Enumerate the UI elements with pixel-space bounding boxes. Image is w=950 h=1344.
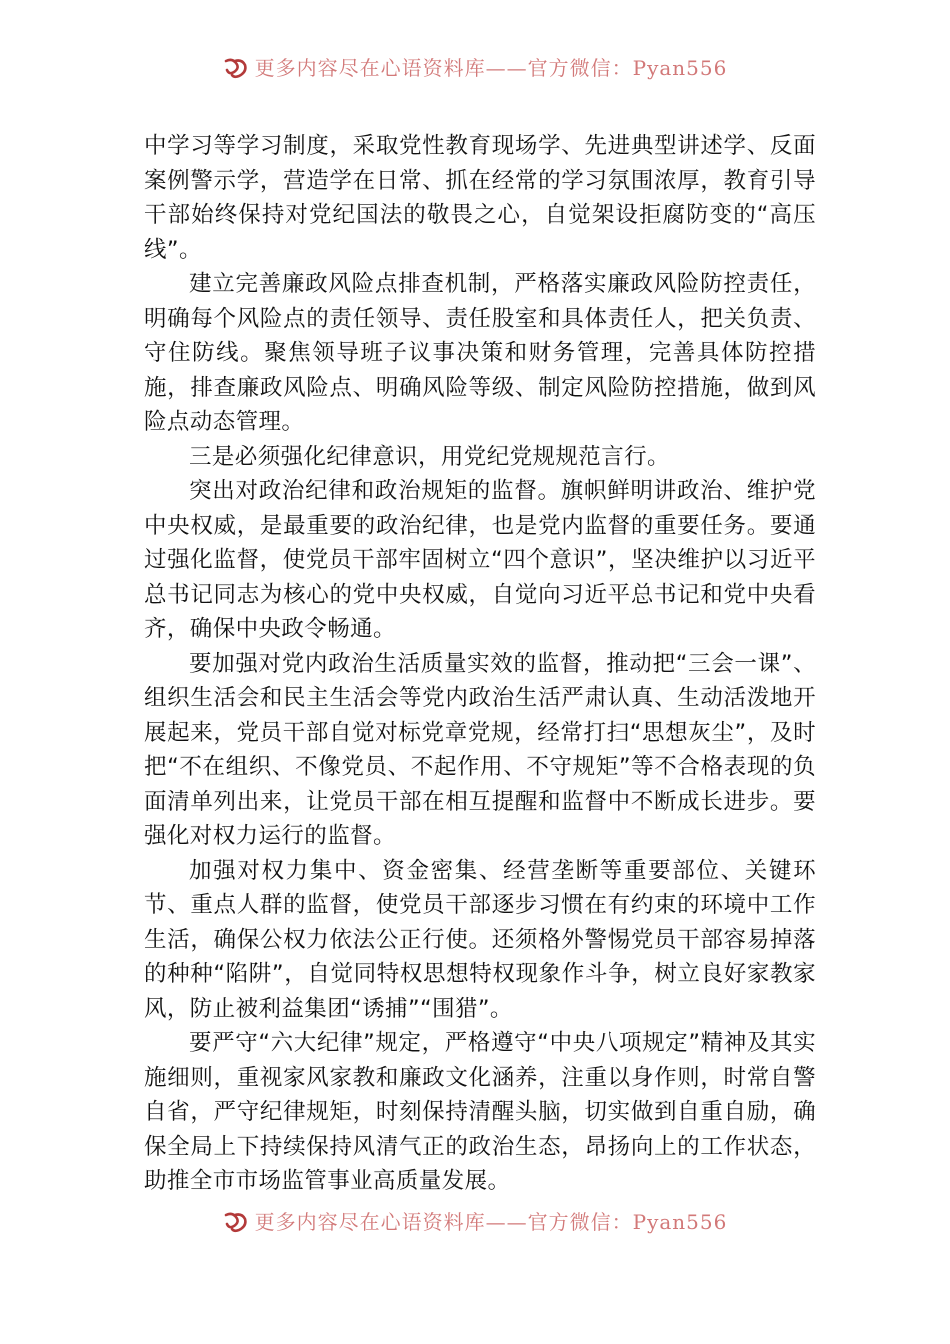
paragraph-5: 要加强对党内政治生活质量实效的监督，推动把“三会一课”、组织生活会和民主生活会等党内政治生活严肃认真、生动活泼地开展起来，党员干部自觉对标党章党规，经常打扫“思想灰尘”，及时把“不在组织、不像党员、不起作用、不守规矩”等不合格表现的负面清单列出来，让党员干部在相互提醒和监督中不断成长进步。要强化对权力运行的监督。	[144, 650, 816, 849]
paragraph-2: 建立完善廉政风险点排查机制，严格落实廉政风险防控责任，明确每个风险点的责任领导、责任股室和具体责任人，把关负责、守住防线。聚焦领导班子议事决策和财务管理，完善具体防控措施，排查廉政风险点、明确风险等级、制定风险防控措施，做到风险点动态管理。	[144, 271, 816, 435]
paragraph-6: 加强对权力集中、资金密集、经营垄断等重要部位、关键环节、重点人群的监督，使党员干部逐步习惯在有约束的环境中工作生活，确保公权力依法公正行使。还须格外警惕党员干部容易掉落的种种“陷阱”，自觉同特权思想特权现象作斗争，树立良好家教家风，防止被利益集团“诱捕”“围猎”。	[144, 857, 816, 1022]
paragraph-1: 中学习等学习制度，采取党性教育现场学、先进典型讲述学、反面案例警示学，营造学在日常、抓在经常的学习氛围浓厚，教育引导干部始终保持对党纪国法的敬畏之心，自觉架设拒腐防变的“高压线”。	[144, 133, 816, 263]
brand-logo-icon	[223, 1211, 249, 1233]
footer-watermark	[0, 1208, 950, 1236]
brand-logo-icon	[223, 57, 249, 79]
paragraph-7: 要严守“六大纪律”规定，严格遵守“中央八项规定”精神及其实施细则，重视家风家教和廉政文化涵养，注重以身作则，时常自警自省，严守纪律规矩，时刻保持清醒头脑，切实做到自重自励，确保全局上下持续保持风清气正的政治生态，昂扬向上的工作状态，助推全市市场监管事业高质量发展。	[144, 1030, 816, 1194]
document-body	[144, 129, 816, 1199]
header-watermark	[0, 54, 950, 82]
watermark-text: 更多内容尽在心语资料库——官方微信：Pyan556	[254, 1210, 728, 1234]
paragraph-3-heading: 三是必须强化纪律意识，用党纪党规规范言行。	[189, 443, 670, 470]
watermark-text: 更多内容尽在心语资料库——官方微信：Pyan556	[254, 56, 728, 80]
paragraph-4: 突出对政治纪律和政治规矩的监督。旗帜鲜明讲政治、维护党中央权威，是最重要的政治纪律，也是党内监督的重要任务。要通过强化监督，使党员干部牢固树立“四个意识”，坚决维护以习近平总书记同志为核心的党中央权威，自觉向习近平总书记和党中央看齐，确保中央政令畅通。	[144, 478, 816, 642]
